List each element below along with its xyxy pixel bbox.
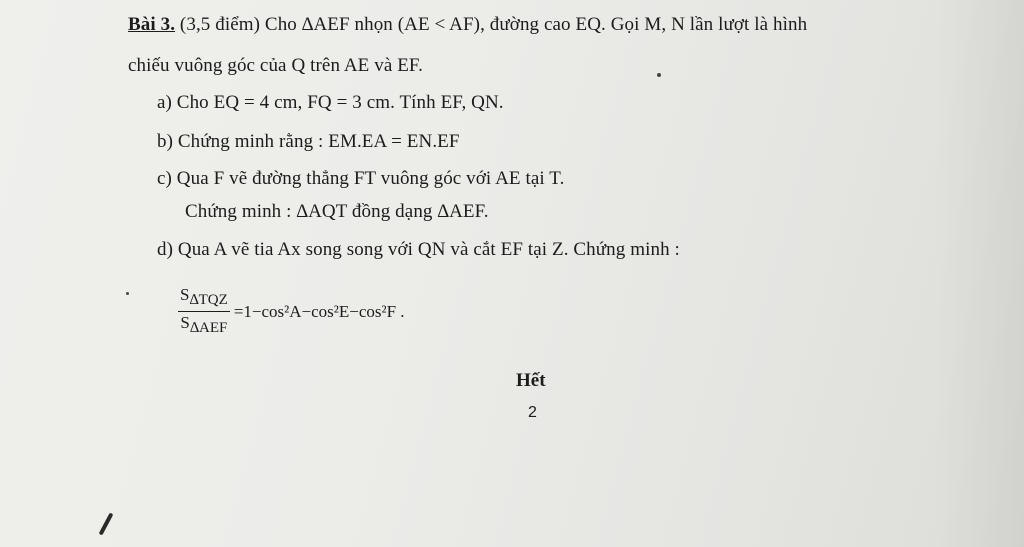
fraction — [178, 284, 230, 339]
area-ratio-formula — [178, 284, 405, 339]
page-shadow — [934, 0, 1024, 547]
problem-intro-line1 — [128, 14, 807, 36]
problem-heading: Bài 3. — [128, 14, 176, 35]
end-marker: Hết — [516, 370, 546, 391]
pen-mark — [99, 512, 114, 535]
numerator-subscript: ∆TQZ — [189, 292, 228, 308]
problem-intro-line2: chiếu vuông góc của Q trên AE và EF. — [128, 55, 423, 76]
formula-rhs: =1−cos²A−cos²E−cos²F . — [233, 301, 405, 321]
ink-dot — [657, 73, 661, 77]
ink-dot — [126, 292, 129, 295]
part-a: a) Cho EQ = 4 cm, FQ = 3 cm. Tính EF, QN. — [157, 92, 504, 113]
fraction-numerator — [178, 284, 230, 311]
part-c-line2: Chứng minh : ∆AQT đồng dạng ∆AEF. — [185, 201, 489, 222]
page-number: 2 — [528, 404, 537, 421]
part-d: d) Qua A vẽ tia Ax song song với QN và cắt EF tại Z. Chứng minh : — [157, 239, 680, 260]
denominator-subscript: ∆AEF — [189, 320, 228, 336]
denominator-s: S — [180, 313, 190, 332]
problem-intro-text: (3,5 điểm) Cho ∆AEF nhọn (AE < AF), đường cao EQ. Gọi M, N lần lượt là hình — [179, 14, 808, 35]
fraction-denominator — [178, 312, 229, 339]
part-c-line1: c) Qua F vẽ đường thẳng FT vuông góc với AE tại T. — [157, 168, 565, 189]
numerator-s: S — [180, 285, 190, 304]
part-b: b) Chứng minh rằng : EM.EA = EN.EF — [157, 131, 460, 152]
